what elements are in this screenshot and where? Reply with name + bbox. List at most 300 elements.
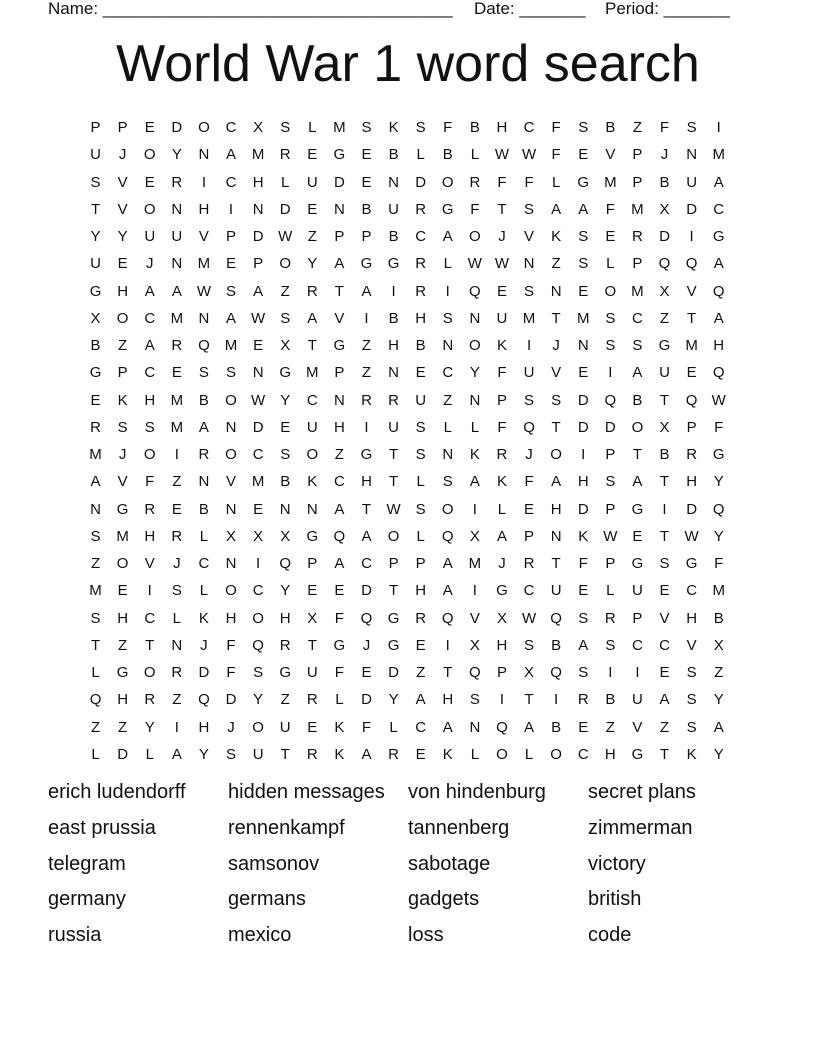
- grid-letter: S: [226, 745, 237, 763]
- grid-letter: D: [415, 173, 427, 191]
- grid-letter: J: [552, 337, 560, 355]
- grid-letter: L: [335, 691, 344, 709]
- grid-letter: I: [364, 309, 369, 327]
- grid-letter: D: [686, 500, 698, 518]
- grid-letter: S: [280, 309, 291, 327]
- grid-letter: S: [415, 500, 426, 518]
- grid-letter: P: [686, 418, 697, 436]
- grid-letter: S: [90, 527, 101, 545]
- grid-letter: E: [171, 364, 182, 382]
- grid-letter: I: [689, 228, 694, 246]
- grid-letter: F: [524, 173, 534, 191]
- grid-letter: U: [306, 664, 318, 682]
- grid-letter: N: [225, 418, 237, 436]
- grid-letter: E: [334, 582, 345, 600]
- grid-letter: B: [388, 228, 399, 246]
- grid-letter: Z: [118, 636, 128, 654]
- grid-letter: S: [280, 446, 291, 464]
- grid-letter: G: [333, 337, 346, 355]
- grid-letter: H: [577, 473, 589, 491]
- grid-letter: U: [90, 146, 101, 164]
- grid-letter: M: [468, 555, 482, 573]
- grid-letter: V: [605, 146, 616, 164]
- page-title: World War 1 word search: [116, 35, 700, 93]
- word-list-item: code: [588, 924, 632, 947]
- grid-letter: C: [198, 555, 210, 573]
- grid-letter: P: [334, 364, 345, 382]
- grid-letter: B: [90, 337, 101, 355]
- grid-letter: O: [143, 146, 156, 164]
- grid-letter: X: [90, 309, 101, 327]
- grid-letter: L: [199, 527, 209, 545]
- grid-letter: S: [605, 636, 616, 654]
- grid-letter: E: [578, 364, 589, 382]
- grid-letter: S: [686, 119, 697, 137]
- grid-letter: R: [279, 636, 291, 654]
- grid-letter: M: [333, 119, 346, 137]
- grid-letter: T: [524, 691, 534, 709]
- grid-letter: A: [442, 718, 453, 736]
- grid-letter: Q: [198, 337, 210, 355]
- grid-letter: R: [306, 691, 318, 709]
- grid-letter: P: [415, 555, 426, 573]
- grid-letter: W: [251, 391, 266, 409]
- grid-letter: Q: [523, 418, 535, 436]
- grid-letter: X: [280, 337, 291, 355]
- grid-letter: O: [116, 555, 129, 573]
- grid-letter: D: [198, 664, 210, 682]
- letter-grid: [82, 114, 732, 768]
- period-field: Period: _______: [605, 0, 730, 18]
- grid-letter: F: [497, 418, 507, 436]
- grid-letter: H: [496, 119, 508, 137]
- grid-letter: R: [306, 745, 318, 763]
- grid-letter: U: [279, 718, 291, 736]
- grid-letter: O: [143, 664, 156, 682]
- grid-letter: N: [198, 473, 210, 491]
- grid-letter: L: [416, 473, 425, 491]
- grid-letter: L: [443, 418, 452, 436]
- grid-letter: C: [306, 391, 318, 409]
- grid-letter: S: [226, 282, 237, 300]
- grid-letter: S: [415, 119, 426, 137]
- word-list-item: hidden messages: [228, 781, 385, 803]
- grid-letter: B: [198, 500, 209, 518]
- grid-letter: J: [227, 718, 235, 736]
- grid-letter: A: [578, 636, 589, 654]
- grid-letter: H: [117, 282, 129, 300]
- grid-letter: P: [632, 173, 643, 191]
- grid-letter: S: [632, 337, 643, 355]
- grid-letter: P: [632, 255, 643, 273]
- grid-letter: B: [659, 173, 670, 191]
- grid-letter: V: [334, 309, 345, 327]
- grid-letter: H: [279, 609, 291, 627]
- grid-letter: B: [388, 146, 399, 164]
- grid-letter: F: [551, 119, 561, 137]
- grid-letter: G: [712, 446, 725, 464]
- grid-letter: S: [605, 309, 616, 327]
- grid-letter: N: [198, 146, 210, 164]
- grid-letter: G: [387, 255, 400, 273]
- word-list-item: germans: [228, 888, 306, 911]
- grid-letter: A: [90, 473, 101, 491]
- grid-letter: V: [198, 228, 209, 246]
- grid-letter: X: [253, 527, 264, 545]
- grid-letter: M: [522, 309, 536, 327]
- grid-letter: G: [577, 173, 590, 191]
- grid-letter: L: [551, 173, 561, 191]
- grid-letter: G: [360, 446, 373, 464]
- grid-letter: C: [659, 636, 670, 654]
- grid-letter: A: [713, 255, 724, 273]
- grid-letter: D: [604, 418, 616, 436]
- grid-letter: F: [497, 173, 507, 191]
- grid-letter: E: [686, 364, 697, 382]
- grid-letter: G: [712, 228, 725, 246]
- grid-letter: B: [415, 337, 426, 355]
- grid-letter: F: [605, 200, 615, 218]
- grid-letter: C: [252, 582, 264, 600]
- grid-letter: T: [659, 391, 670, 409]
- grid-letter: Q: [496, 718, 508, 736]
- grid-letter: T: [659, 473, 670, 491]
- grid-letter: B: [280, 473, 291, 491]
- grid-letter: Y: [117, 228, 128, 246]
- grid-letter: Y: [280, 582, 291, 600]
- grid-letter: F: [714, 418, 724, 436]
- grid-letter: W: [467, 255, 482, 273]
- grid-letter: T: [551, 309, 561, 327]
- grid-letter: M: [712, 146, 725, 164]
- grid-letter: E: [605, 228, 616, 246]
- grid-letter: A: [524, 718, 535, 736]
- grid-letter: G: [279, 664, 292, 682]
- grid-letter: X: [524, 664, 535, 682]
- grid-letter: U: [632, 582, 643, 600]
- grid-letter: E: [578, 718, 589, 736]
- grid-letter: N: [442, 446, 454, 464]
- grid-letter: G: [333, 146, 346, 164]
- grid-letter: F: [578, 555, 588, 573]
- grid-letter: B: [361, 200, 372, 218]
- grid-letter: Y: [253, 691, 264, 709]
- grid-letter: Q: [712, 500, 725, 518]
- grid-letter: X: [307, 609, 318, 627]
- grid-letter: B: [442, 146, 453, 164]
- grid-letter: L: [606, 255, 615, 273]
- grid-letter: R: [171, 173, 183, 191]
- grid-letter: W: [711, 391, 726, 409]
- grid-letter: G: [685, 555, 698, 573]
- grid-letter: C: [333, 473, 345, 491]
- grid-letter: O: [279, 255, 292, 273]
- grid-letter: V: [144, 555, 155, 573]
- grid-letter: G: [631, 745, 644, 763]
- grid-letter: Q: [658, 255, 671, 273]
- grid-letter: I: [445, 282, 450, 300]
- grid-letter: H: [144, 527, 156, 545]
- grid-letter: P: [605, 500, 616, 518]
- word-list-item: loss: [408, 924, 444, 947]
- grid-letter: A: [551, 200, 562, 218]
- grid-letter: C: [252, 446, 264, 464]
- grid-letter: R: [90, 418, 101, 436]
- grid-letter: H: [496, 636, 508, 654]
- grid-letter: H: [117, 609, 129, 627]
- grid-letter: I: [201, 173, 206, 191]
- grid-letter: L: [443, 255, 452, 273]
- grid-letter: C: [686, 582, 698, 600]
- grid-letter: N: [171, 200, 183, 218]
- grid-letter: Z: [334, 446, 344, 464]
- grid-letter: L: [470, 146, 480, 164]
- grid-letter: C: [225, 119, 237, 137]
- grid-letter: F: [145, 473, 155, 491]
- grid-letter: B: [469, 119, 480, 137]
- grid-letter: S: [551, 391, 562, 409]
- grid-letter: O: [252, 718, 264, 736]
- grid-letter: P: [253, 255, 264, 273]
- grid-letter: M: [631, 282, 644, 300]
- grid-letter: F: [334, 664, 344, 682]
- grid-letter: T: [280, 745, 290, 763]
- grid-letter: G: [279, 364, 292, 382]
- grid-letter: R: [388, 391, 399, 409]
- grid-letter: S: [415, 418, 426, 436]
- grid-letter: L: [606, 582, 615, 600]
- grid-letter: O: [441, 500, 454, 518]
- grid-letter: U: [306, 418, 318, 436]
- grid-letter: E: [659, 664, 670, 682]
- grid-letter: B: [388, 309, 399, 327]
- grid-letter: R: [388, 745, 399, 763]
- grid-letter: R: [523, 555, 535, 573]
- grid-letter: V: [659, 609, 670, 627]
- grid-letter: A: [361, 282, 372, 300]
- grid-letter: Z: [416, 664, 426, 682]
- grid-letter: A: [198, 418, 209, 436]
- grid-letter: P: [632, 609, 643, 627]
- grid-letter: I: [147, 582, 152, 600]
- grid-letter: H: [686, 609, 698, 627]
- grid-letter: G: [387, 636, 400, 654]
- grid-letter: A: [713, 309, 724, 327]
- grid-letter: Y: [713, 473, 724, 491]
- grid-letter: J: [498, 555, 506, 573]
- grid-letter: F: [497, 364, 507, 382]
- grid-letter: S: [280, 119, 291, 137]
- grid-letter: A: [226, 146, 237, 164]
- grid-letter: F: [524, 473, 534, 491]
- grid-letter: S: [442, 309, 453, 327]
- grid-letter: T: [334, 282, 344, 300]
- grid-letter: K: [198, 609, 209, 627]
- grid-letter: E: [415, 745, 426, 763]
- grid-letter: L: [281, 173, 290, 191]
- grid-letter: T: [497, 200, 507, 218]
- grid-letter: N: [523, 255, 535, 273]
- grid-letter: R: [144, 500, 156, 518]
- grid-letter: M: [170, 309, 184, 327]
- grid-letter: J: [525, 446, 533, 464]
- grid-letter: D: [117, 745, 129, 763]
- grid-letter: V: [524, 228, 535, 246]
- grid-letter: E: [90, 391, 101, 409]
- grid-letter: L: [145, 745, 154, 763]
- grid-letter: Z: [361, 364, 372, 382]
- grid-letter: U: [171, 228, 183, 246]
- grid-letter: Y: [469, 364, 480, 382]
- grid-letter: A: [144, 337, 155, 355]
- grid-letter: G: [89, 364, 102, 382]
- grid-letter: V: [117, 200, 128, 218]
- grid-letter: Y: [144, 718, 155, 736]
- grid-letter: Z: [443, 391, 453, 409]
- grid-letter: P: [90, 119, 101, 137]
- grid-letter: S: [442, 473, 453, 491]
- grid-letter: A: [361, 527, 372, 545]
- grid-letter: G: [333, 636, 346, 654]
- grid-letter: I: [228, 200, 234, 218]
- grid-letter: Z: [659, 718, 670, 736]
- grid-letter: T: [659, 745, 670, 763]
- word-list-item: erich ludendorff: [48, 781, 186, 803]
- grid-letter: Q: [604, 391, 617, 409]
- grid-letter: R: [686, 446, 698, 464]
- grid-letter: S: [605, 337, 616, 355]
- grid-letter: G: [116, 664, 129, 682]
- grid-letter: H: [415, 582, 427, 600]
- grid-letter: N: [198, 309, 210, 327]
- grid-letter: U: [686, 173, 698, 191]
- grid-letter: F: [226, 664, 236, 682]
- grid-letter: Q: [685, 255, 698, 273]
- grid-letter: S: [253, 664, 264, 682]
- grid-letter: B: [551, 636, 562, 654]
- grid-letter: M: [576, 309, 590, 327]
- grid-letter: J: [118, 446, 127, 464]
- word-list-item: mexico: [228, 924, 292, 947]
- grid-letter: E: [578, 146, 589, 164]
- grid-letter: K: [334, 718, 345, 736]
- grid-letter: U: [415, 391, 427, 409]
- grid-letter: M: [604, 173, 617, 191]
- grid-letter: G: [631, 500, 644, 518]
- grid-letter: E: [632, 527, 643, 545]
- grid-letter: U: [523, 364, 535, 382]
- grid-letter: H: [252, 173, 264, 191]
- grid-letter: C: [361, 555, 372, 573]
- grid-letter: A: [171, 282, 182, 300]
- grid-letter: E: [361, 146, 372, 164]
- grid-letter: M: [170, 418, 184, 436]
- grid-letter: E: [117, 582, 128, 600]
- grid-letter: U: [306, 173, 318, 191]
- grid-letter: Q: [279, 555, 292, 573]
- grid-letter: F: [226, 636, 236, 654]
- grid-letter: K: [388, 119, 399, 137]
- grid-letter: R: [415, 200, 427, 218]
- grid-letter: I: [608, 664, 613, 682]
- grid-letter: Z: [361, 337, 372, 355]
- grid-letter: D: [577, 391, 589, 409]
- grid-letter: C: [523, 119, 535, 137]
- grid-letter: T: [551, 555, 561, 573]
- grid-letter: G: [387, 609, 400, 627]
- grid-letter: L: [91, 664, 100, 682]
- grid-letter: E: [253, 337, 264, 355]
- grid-letter: S: [144, 418, 155, 436]
- grid-letter: H: [686, 473, 698, 491]
- grid-letter: H: [361, 473, 372, 491]
- grid-letter: N: [577, 337, 589, 355]
- grid-letter: A: [334, 500, 345, 518]
- word-list-item: gadgets: [408, 888, 480, 911]
- grid-letter: R: [144, 691, 156, 709]
- grid-letter: U: [90, 255, 101, 273]
- grid-letter: V: [551, 364, 562, 382]
- grid-letter: Q: [252, 636, 264, 654]
- grid-letter: N: [279, 500, 291, 518]
- grid-letter: I: [716, 119, 721, 137]
- grid-letter: Y: [713, 527, 724, 545]
- grid-letter: K: [307, 473, 318, 491]
- grid-letter: I: [256, 555, 261, 573]
- grid-letter: R: [279, 146, 291, 164]
- grid-letter: I: [174, 718, 179, 736]
- word-list-item: east prussia: [48, 816, 156, 839]
- grid-letter: D: [361, 582, 372, 600]
- grid-letter: L: [416, 527, 425, 545]
- grid-letter: H: [442, 691, 454, 709]
- word-list-item: secret plans: [588, 781, 696, 803]
- grid-letter: A: [226, 309, 237, 327]
- grid-letter: W: [684, 527, 699, 545]
- grid-letter: P: [605, 555, 616, 573]
- grid-letter: C: [144, 609, 156, 627]
- grid-letter: X: [659, 200, 670, 218]
- grid-letter: N: [550, 282, 562, 300]
- grid-letter: N: [388, 173, 399, 191]
- grid-letter: E: [578, 582, 589, 600]
- grid-letter: Z: [172, 691, 182, 709]
- grid-letter: Q: [685, 391, 698, 409]
- grid-letter: L: [470, 745, 480, 763]
- grid-letter: G: [496, 582, 508, 600]
- grid-letter: Z: [551, 255, 561, 273]
- grid-letter: E: [144, 119, 155, 137]
- word-list-item: russia: [48, 924, 102, 947]
- grid-letter: S: [686, 664, 697, 682]
- grid-letter: O: [469, 228, 481, 246]
- grid-letter: X: [253, 119, 264, 137]
- grid-letter: Z: [280, 282, 290, 300]
- grid-letter: B: [632, 391, 643, 409]
- grid-letter: P: [334, 228, 345, 246]
- grid-letter: S: [659, 555, 670, 573]
- grid-letter: H: [713, 337, 725, 355]
- grid-letter: R: [415, 282, 427, 300]
- grid-letter: J: [145, 255, 154, 273]
- grid-letter: N: [252, 200, 264, 218]
- grid-letter: C: [632, 309, 643, 327]
- word-list-item: victory: [588, 852, 646, 875]
- grid-letter: U: [388, 200, 399, 218]
- grid-letter: Q: [441, 527, 454, 545]
- grid-letter: S: [578, 119, 589, 137]
- grid-letter: K: [469, 446, 480, 464]
